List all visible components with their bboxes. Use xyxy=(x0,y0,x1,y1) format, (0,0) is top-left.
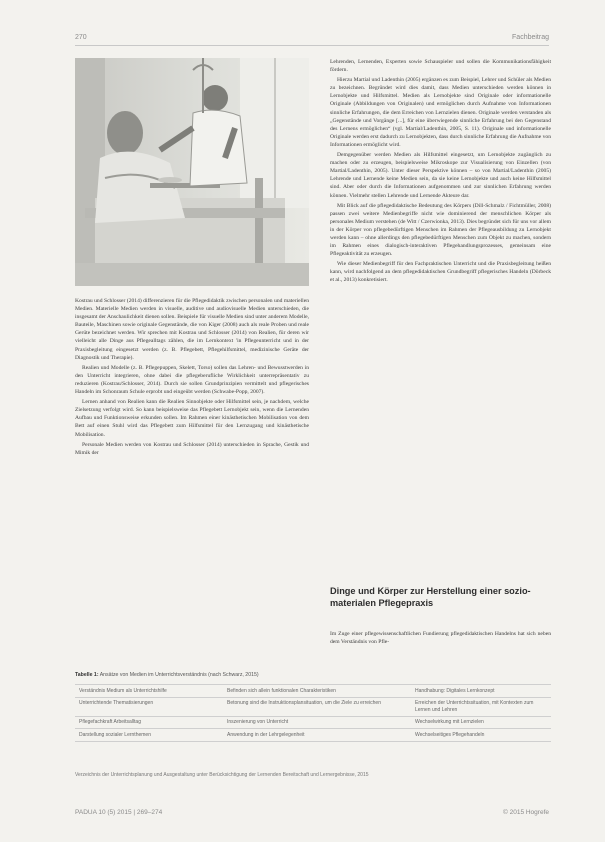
nursing-photo xyxy=(75,58,309,286)
table-cell: Anwendung in der Lehrgelegenheit xyxy=(223,729,411,742)
paragraph: Wie dieser Medienbegriff für den Fachpraktischen Unterricht und die Praxisbegleitung heißen kann, wird nachfolgend an dem pflegedidaktischen Grundbegriff pflegerisches Handeln (Dörbeck et al., 2013) konkretisiert. xyxy=(330,261,551,284)
right-column-bottom xyxy=(330,630,551,648)
section-heading: Dinge und Körper zur Herstellung einer sozio-materialen Pflegepraxis xyxy=(330,586,531,608)
table-cell: Betonung sind die Instruktionsplansituation, um die Ziele zu erreichen xyxy=(223,697,411,716)
table-cell: Erreichen der Unterrichtssituation, mit Kontexten zum Lernen und Lehren xyxy=(411,697,551,716)
paragraph: Mit Blick auf die pflegedidaktische Bedeutung des Körpers (Dill-Schmalz / Fichtmüller, 2008) passen zwei weitere Medienbegriffe nicht wie dominierend der menschlichen Körper als personales Medium verstehen (de Witt / Czerwionka, 2013). Dies begründet sich für uns vor allem in der Körper von pflegebedürftigen Menschen im Rahmen der Pflegeausbildung zu Lernobjekt werden kann – ohne allerdings den pflegebedürftigen Menschen zum Objekt zu machen, sondern im Rahmen eines dialogisch-interaktiven Pflegehandlungsprozesses, gemeinsam eine Pflegeaktivität zu erzeugen. xyxy=(330,202,551,258)
paragraph: Kostrau und Schlosser (2014) differenzieren für die Pflegedidaktik zwischen personalen und materiellen Medien. Materielle Medien werden in visuelle, auditive und audiovisuelle Medien unterschieden, die insgesamt der Anschaulichkeit dienen sollen. Beispiele für visuelle Medien sind unter anderem Modelle, Bauteile, Maschinen sowie originale Gegenstände, die von Kiger (2008) auch als reale Proben und reale Gerüte bezeichnet werden. Wir sprechen mit Kostrau und Schlosser (2014) von Realien, für deren wir vielleicht alle Dinge aus Pflegealltags zählen, die im Lernkontext 'in Pflegeunterricht und in der Praxisbegleitung eingesetzt werden (z. B. Pflegebett, Pflegehilfsmittel, medizinische Geräte der Diagnostik und Therapie). xyxy=(75,298,309,361)
table-caption-text: Ansätze von Medien im Unterrichtsverständnis (nach Schwarz, 2015) xyxy=(99,672,259,678)
paragraph: Lehrenden, Lernenden, Experten sowie Schauspieler und sollen die Kommunikationsfähigkeit fördern. xyxy=(330,59,551,74)
table-cell: Befinden sich allein funktionalen Charakteristiken xyxy=(223,685,411,698)
table-cell: Wechselseitiges Pflegehandeln xyxy=(411,729,551,742)
footer-citation: PADUA 10 (5) 2015 | 269–274 xyxy=(75,809,163,816)
table-caption xyxy=(75,672,551,678)
table-row xyxy=(75,685,551,698)
left-column xyxy=(75,297,309,459)
media-table xyxy=(75,684,551,742)
paragraph: Personale Medien werden von Kostrau und Schlosser (2014) unterschieden in Sprache, Gestik und Mimik der xyxy=(75,441,309,456)
table-cell: Verständnis Medium als Unterrichtshilfe xyxy=(75,685,223,698)
running-header: Fachbeitrag xyxy=(512,34,549,41)
paragraph: Demgegenüber werden Medien als Hilfsmittel eingesetzt, um Lernobjekte zugänglich zu machen oder zu erzeugen, beispielsweise Mikroskope zur Visualisierung von Einzellen (von Martial/Ladenthin, 2005). Unter dieser Perspektive können – so von Martial/Ladenthin (2005) Lehrende und Lernende keine Medien sein, da sie keine Lernobjekte und auch keine Hilfsmittel sind. Aber oder durch die Informationen aufgenommen und zur sinnlichen Erfahrung werden können. Vielmehr stellen Lehrende und Lernende Akteure dar. xyxy=(330,152,551,199)
right-column xyxy=(330,58,551,287)
photo-illustration xyxy=(75,58,309,286)
table-row xyxy=(75,716,551,729)
table-note: Verzeichnis der Unterrichtsplanung und Ausgestaltung unter Berücksichtigung der Lernenden Bereitschaft und Lernergebnisse, 2015 xyxy=(75,772,369,778)
page-number: 270 xyxy=(75,34,87,41)
table-cell: Darstellung sozialer Lernthemen xyxy=(75,729,223,742)
table-row xyxy=(75,697,551,716)
paragraph: Realien und Modelle (z. B. Pflegepuppen, Skelett, Torso) sollen das Lehren- und Bewusstwerden in den Unterricht integrieren, ohne dabei die pflegeberufliche Wirklichkeit unterrepräsentativ zu reduzieren (Kostrau/Schlosser, 2014). Durch sie sollen Grundprinzipien vermittelt und pflegerisches Handeln im Schonraum Schule erprobt und eingeübt werden (Schwabe-Popp, 2007). xyxy=(75,364,309,396)
table-cell: Unterrichtende Thematisierungen xyxy=(75,697,223,716)
table-cell: Inszenierung von Unterricht xyxy=(223,716,411,729)
table-cell: Handhabung: Digitales Lernkonzept xyxy=(411,685,551,698)
paragraph: Im Zuge einer pflegewissenschaftlichen Fundierung pflegedidaktischen Handelns hat sich neben dem Verständnis von Pfle- xyxy=(330,631,551,646)
paragraph: Hierzu Martial und Ladenthin (2005) ergänzen es zum Beispiel, Lehrer und Schüler als Medien zu bezeichnen. Begründet wird dies damit, dass Medien unterschieden werden können in Lernobjekte und Hilfsmittel. Medien als Lernobjekte sind Originale oder informationelle Originale (Abbildungen von Originalen) und ermöglichen durch Aufnahme von Informationen sinnliche Erfahrungen, die dem Erreichen von Lernzielen dienen. Originale werden verstanden als „Gegenstände und Vorgänge [...], für eine überwiegende sinnliche Erfahrung bei den Gegenstand des Lernens ermöglichen“ (vgl. Martial/Ladenthin, 2005, S. 11). Originale und informationelle Originale werden erst dadurch zu Lernobjekten, dass durch sinnliche Erfahrung die Aufnahme von Informationen ermöglicht wird. xyxy=(330,77,551,148)
table-cell: Pflegefachkraft Arbeitsalltag xyxy=(75,716,223,729)
footer-publisher: © 2015 Hogrefe xyxy=(503,809,549,816)
table-cell: Wechselwirkung mit Lernzielen xyxy=(411,716,551,729)
paragraph: Lernen anhand von Realien kann die Realien Sinnobjekte oder Hilfsmittel sein, je nachdem, welche Zielsetzung verfolgt wird. So kann beispielsweise das Pflegebett Lernobjekt sein, wenn die Lernenden Aufbau und Funktionsweise erkunden sollen. Im Rahmen einer kinästhetischen Mobilisation von dem Bett auf einen Stuhl wird das Pflegebett zum Hilfsmittel für den Lernzugang und kinästhetische Mobilisation. xyxy=(75,399,309,438)
table-caption-label: Tabelle 1: xyxy=(75,672,99,678)
header-rule xyxy=(75,45,549,46)
table-row xyxy=(75,729,551,742)
